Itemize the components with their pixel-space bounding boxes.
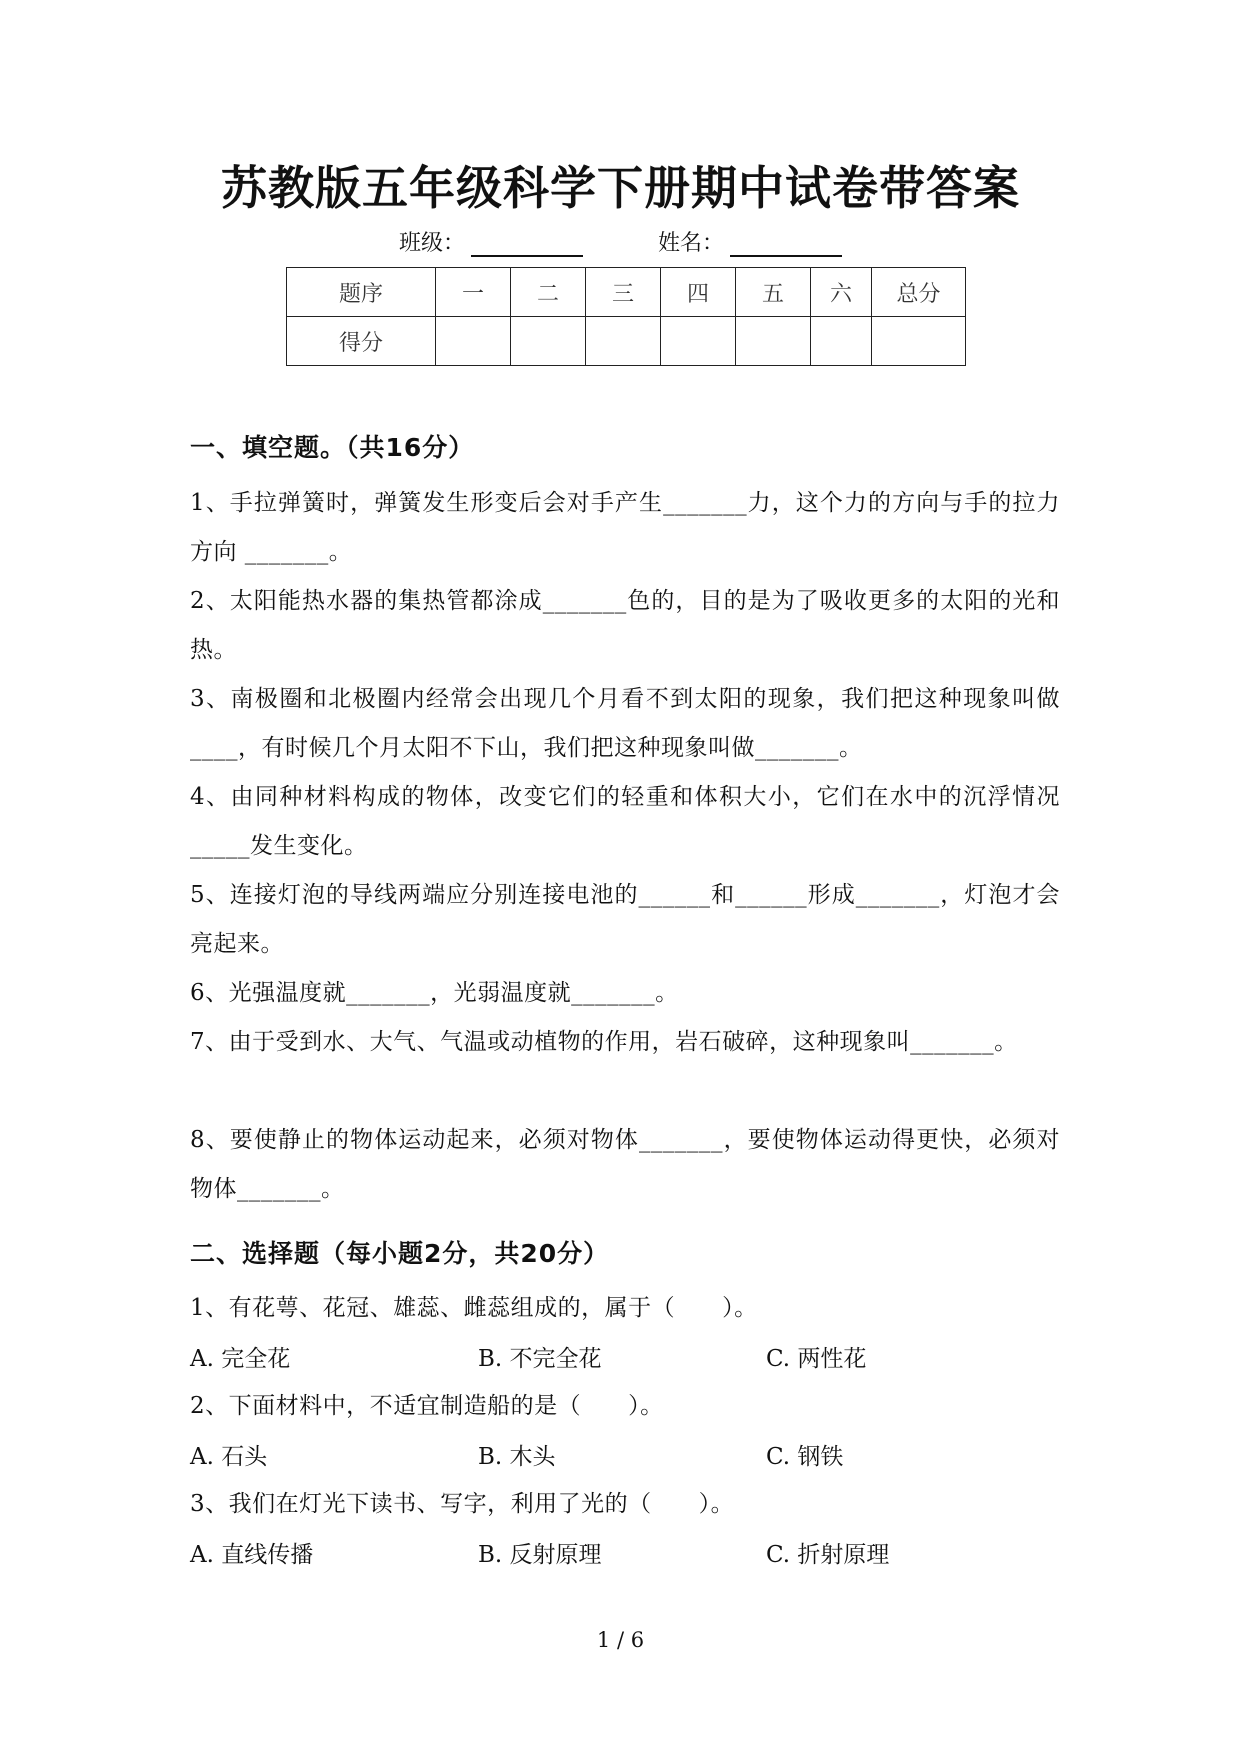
option-a[interactable]: A. 直线传播 [190,1542,314,1568]
score-table [286,267,966,366]
fill-question-5: 5、连接灯泡的导线两端应分别连接电池的______和______形成_______，灯泡才会亮起来。 [190,882,1060,957]
option-c[interactable]: C. 钢铁 [766,1444,844,1470]
choice-question-1-options [190,1340,1090,1380]
score-cell-1[interactable] [436,317,511,366]
choice-question-2: 2、下面材料中，不适宜制造船的是（ ）。 [190,1393,664,1419]
option-b[interactable]: B. 木头 [478,1444,556,1470]
option-a[interactable]: A. 石头 [190,1444,268,1470]
option-c[interactable]: C. 折射原理 [766,1542,890,1568]
header-cell-order: 题序 [287,268,436,317]
choice-question-3-options [190,1536,1090,1576]
option-c[interactable]: C. 两性花 [766,1346,867,1372]
header-cell-4: 四 [661,268,736,317]
score-row-label: 得分 [287,317,436,366]
score-cell-4[interactable] [661,317,736,366]
score-cell-6[interactable] [811,317,872,366]
score-cell-2[interactable] [511,317,586,366]
header-cell-total: 总分 [872,268,966,317]
header-cell-3: 三 [586,268,661,317]
option-a[interactable]: A. 完全花 [190,1346,291,1372]
choice-question-3: 3、我们在灯光下读书、写字，利用了光的（ ）。 [190,1491,735,1517]
header-cell-1: 一 [436,268,511,317]
score-cell-3[interactable] [586,317,661,366]
class-field [399,226,583,257]
option-b[interactable]: B. 反射原理 [478,1542,602,1568]
option-b[interactable]: B. 不完全花 [478,1346,602,1372]
name-blank[interactable] [730,233,842,257]
page-title: 苏教版五年级科学下册期中试卷带答案 [221,161,1020,215]
choice-question-2-options [190,1438,1090,1478]
class-blank[interactable] [471,233,583,257]
fill-question-1: 1、手拉弹簧时，弹簧发生形变后会对手产生_______力，这个力的方向与手的拉力方向 _______。 [190,490,1060,565]
student-info-row [0,226,1241,257]
header-cell-6: 六 [811,268,872,317]
name-field [658,226,842,257]
score-table-header-row [287,268,966,317]
class-label: 班级： [398,231,465,256]
fill-question-4: 4、由同种材料构成的物体，改变它们的轻重和体积大小，它们在水中的沉浮情况_____发生变化。 [190,784,1060,859]
fill-question-8: 8、要使静止的物体运动起来，必须对物体_______，要使物体运动得更快，必须对物体_______。 [190,1127,1060,1202]
fill-question-2: 2、太阳能热水器的集热管都涂成_______色的，目的是为了吸收更多的太阳的光和热。 [190,588,1060,663]
score-cell-5[interactable] [736,317,811,366]
section-1-title: 一、填空题。（共16分） [190,433,475,462]
section-2-title: 二、选择题（每小题2分，共20分） [190,1239,610,1268]
fill-question-3: 3、南极圈和北极圈内经常会出现几个月看不到太阳的现象，我们把这种现象叫做____，有时候几个月太阳不下山，我们把这种现象叫做_______。 [190,686,1060,761]
fill-question-6: 6、光强温度就_______，光弱温度就_______。 [190,980,679,1006]
header-cell-2: 二 [511,268,586,317]
score-table-score-row [287,317,966,366]
score-cell-total[interactable] [872,317,966,366]
fill-question-7: 7、由于受到水、大气、气温或动植物的作用，岩石破碎，这种现象叫_______。 [190,1029,1018,1055]
name-label: 姓名： [658,231,725,256]
choice-question-1: 1、有花萼、花冠、雄蕊、雌蕊组成的，属于（ ）。 [190,1295,758,1321]
page-number: 1 / 6 [596,1628,645,1652]
header-cell-5: 五 [736,268,811,317]
